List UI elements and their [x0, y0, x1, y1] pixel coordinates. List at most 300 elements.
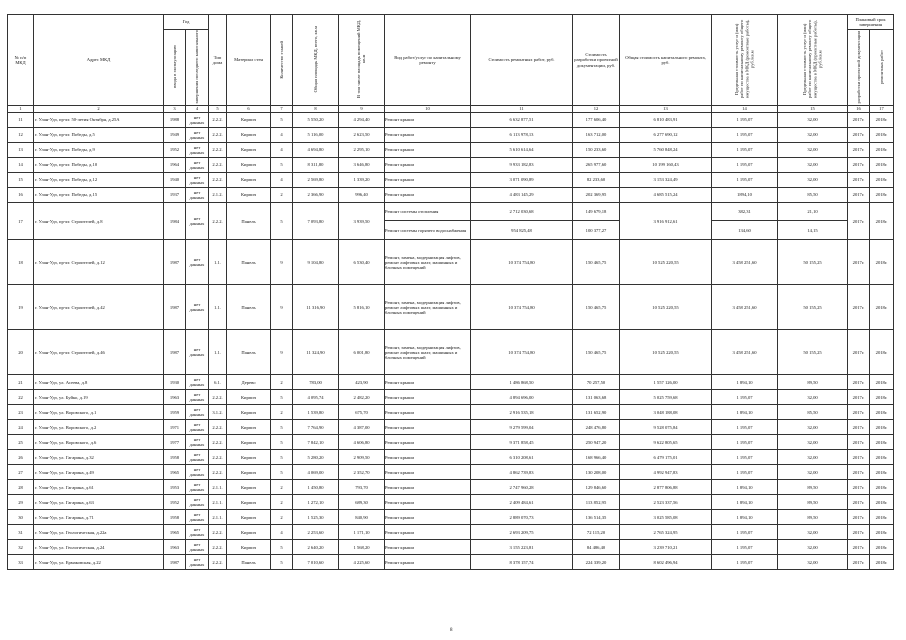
cell-max-unit-cost-design-item: 50 155,25 [803, 349, 822, 355]
cell-max-unit-cost-design-item: 32,00 [807, 177, 818, 183]
table-row [8, 172, 894, 187]
cell-wall-material: Кирпич [227, 390, 271, 405]
cell-max-unit-cost [712, 435, 778, 450]
cell-max-unit-cost-design-item: 32,00 [807, 454, 818, 460]
cell-num: 31 [8, 525, 34, 540]
cell-year-overhaul: нет данных [186, 390, 209, 405]
cell-max-unit-cost-design-item: 32,00 [807, 132, 818, 138]
cell-total-cost: 10 525 220,55 [620, 330, 712, 375]
cell-wall-material: Кирпич [227, 157, 271, 172]
cell-premises-area: 6 001,80 [339, 330, 385, 375]
cell-repair-cost [471, 157, 573, 172]
cell-total-cost: 4 685 515,24 [620, 187, 712, 202]
table-row [8, 375, 894, 390]
cell-year-built: 1958 [164, 510, 186, 525]
cell-total-area: 9 104,80 [293, 240, 339, 285]
cell-design-cost [573, 495, 620, 510]
cell-repair-cost-item: 2 712 030,68 [471, 203, 572, 221]
table-row [8, 142, 894, 157]
cell-design-cost [573, 390, 620, 405]
cell-max-unit-cost [712, 202, 778, 239]
cell-repair-cost-item: 6 310 208,61 [509, 454, 534, 460]
table-row [8, 187, 894, 202]
cell-design-cost-item: 72 115,20 [586, 529, 606, 535]
cell-work-type-item: Ремонт, замена, модернизация лифтов, ремонт лифтовых шахт, машинных и блочных помещений [385, 254, 461, 270]
cell-max-unit-cost-design [778, 390, 848, 405]
column-number: 13 [620, 105, 712, 112]
cell-work-type-item: Ремонт крыши [385, 469, 414, 475]
cell-num: 15 [8, 172, 34, 187]
cell-year-built: 1959 [164, 405, 186, 420]
cell-design-cost-item: 82 233,60 [586, 177, 606, 183]
cell-max-unit-cost-design-item: 21,10 [778, 203, 847, 221]
cell-max-unit-cost [712, 330, 778, 375]
cell-repair-cost-item: 2 889 070,73 [509, 514, 534, 520]
cell-floors: 2 [271, 405, 293, 420]
cell-premises-area: 840,90 [339, 510, 385, 525]
cell-plan-design: 2017г. [848, 240, 870, 285]
cell-repair-cost-item: 9 279 599,04 [509, 424, 534, 430]
cell-max-unit-cost [712, 480, 778, 495]
cell-design-cost-item: 150 465,75 [585, 259, 607, 265]
cell-max-unit-cost-design [778, 540, 848, 555]
cell-floors: 9 [271, 240, 293, 285]
cell-total-cost: 5 025 759,68 [620, 390, 712, 405]
cell-total-area: 11 324,90 [293, 330, 339, 375]
table-row [8, 495, 894, 510]
cell-max-unit-cost-item: 1 195,07 [736, 469, 753, 475]
cell-max-unit-cost-item: 1 195,07 [736, 544, 753, 550]
header-plan-design: разработки проектной документации [848, 30, 870, 106]
cell-num: 11 [8, 112, 34, 127]
cell-work-type [385, 525, 471, 540]
cell-year-built: 1965 [164, 525, 186, 540]
cell-address: г. Улан-Удэ, пр-кт. Строителей, д.8 [34, 202, 164, 239]
cell-house-type: 2.2.2. [209, 127, 227, 142]
cell-max-unit-cost-item: 1 894,10 [736, 379, 753, 385]
cell-max-unit-cost-design [778, 330, 848, 375]
cell-repair-cost-item: 9 371 858,45 [509, 439, 534, 445]
cell-max-unit-cost [712, 285, 778, 330]
cell-year-overhaul: нет данных [186, 240, 209, 285]
table-row [8, 465, 894, 480]
header-premises-area: В том числе площадь помещений МКД, кв.м [339, 15, 385, 106]
cell-house-type: 2.2.2. [209, 435, 227, 450]
cell-num: 28 [8, 480, 34, 495]
cell-num: 16 [8, 187, 34, 202]
cell-num: 30 [8, 510, 34, 525]
cell-max-unit-cost-design-item: 85,50 [807, 192, 818, 198]
cell-work-type [385, 172, 471, 187]
cell-repair-cost-item: 2 409 484,61 [509, 499, 534, 505]
cell-total-area: 1 525,30 [293, 510, 339, 525]
cell-design-cost [573, 375, 620, 390]
cell-max-unit-cost-design [778, 525, 848, 540]
cell-plan-repair: 2018г. [870, 112, 894, 127]
cell-plan-repair: 2018г. [870, 555, 894, 570]
cell-repair-cost-item: 2 693 209,75 [509, 529, 534, 535]
cell-year-built: 1952 [164, 495, 186, 510]
cell-repair-cost [471, 172, 573, 187]
cell-design-cost-item: 265 977,60 [585, 162, 607, 168]
cell-design-cost [573, 127, 620, 142]
cell-design-cost [573, 465, 620, 480]
cell-year-built: 1984 [164, 202, 186, 239]
cell-floors: 5 [271, 450, 293, 465]
cell-wall-material: Кирпич [227, 420, 271, 435]
cell-max-unit-cost-item: 3 458 251,60 [732, 304, 757, 310]
cell-house-type: 2.2.2. [209, 555, 227, 570]
cell-work-type [385, 202, 471, 239]
table-row [8, 285, 894, 330]
cell-floors: 4 [271, 142, 293, 157]
cell-design-cost-item: 250 947,20 [585, 439, 607, 445]
cell-year-built: 1953 [164, 480, 186, 495]
cell-repair-cost [471, 390, 573, 405]
cell-floors: 2 [271, 495, 293, 510]
cell-work-type [385, 465, 471, 480]
cell-design-cost [573, 540, 620, 555]
cell-work-type-item: Ремонт крыши [385, 409, 414, 415]
cell-design-cost-item: 224 339,20 [585, 559, 607, 565]
column-number: 14 [712, 105, 778, 112]
cell-total-cost: 6 810 483,91 [620, 112, 712, 127]
cell-design-cost-item: 248 476,80 [585, 424, 607, 430]
cell-design-cost [573, 405, 620, 420]
cell-work-type-item: Ремонт крыши [385, 162, 414, 168]
cell-max-unit-cost-design [778, 202, 848, 239]
cell-premises-area: 2 482,20 [339, 390, 385, 405]
cell-work-type [385, 555, 471, 570]
cell-wall-material: Кирпич [227, 540, 271, 555]
cell-num: 17 [8, 202, 34, 239]
cell-repair-cost-item: 3 155 223,81 [509, 544, 534, 550]
cell-total-cost: 10 525 220,55 [620, 240, 712, 285]
cell-total-cost: 3 239 710,21 [620, 540, 712, 555]
cell-wall-material: Кирпич [227, 405, 271, 420]
cell-floors: 4 [271, 127, 293, 142]
column-number: 1 [8, 105, 34, 112]
cell-premises-area: 3 939,50 [339, 202, 385, 239]
cell-wall-material: Кирпич [227, 112, 271, 127]
cell-plan-design: 2017г. [848, 495, 870, 510]
cell-max-unit-cost-design [778, 172, 848, 187]
cell-premises-area: 689,30 [339, 495, 385, 510]
cell-work-type [385, 510, 471, 525]
cell-plan-design: 2017г. [848, 540, 870, 555]
cell-design-cost-item: 131 652,90 [585, 409, 607, 415]
cell-total-area: 1 272,10 [293, 495, 339, 510]
cell-floors: 2 [271, 187, 293, 202]
cell-house-type: 2.1.1. [209, 480, 227, 495]
cell-design-cost [573, 330, 620, 375]
cell-plan-design: 2017г. [848, 172, 870, 187]
cell-wall-material: Кирпич [227, 127, 271, 142]
cell-max-unit-cost-item: 1 894,10 [736, 409, 753, 415]
cell-plan-repair: 2018г. [870, 375, 894, 390]
cell-year-built: 1965 [164, 465, 186, 480]
cell-repair-cost-item: 4 894 696,00 [509, 394, 534, 400]
cell-premises-area: 1 339,20 [339, 172, 385, 187]
cell-max-unit-cost-design-item: 32,00 [807, 147, 818, 153]
cell-design-cost-item: 150 233,60 [585, 147, 607, 153]
cell-repair-cost [471, 480, 573, 495]
cell-year-built: 1930 [164, 375, 186, 390]
cell-repair-cost [471, 405, 573, 420]
cell-plan-repair: 2018г. [870, 420, 894, 435]
cell-work-type-item: Ремонт крыши [385, 499, 414, 505]
cell-year-overhaul: нет данных [186, 555, 209, 570]
table-row [8, 525, 894, 540]
cell-design-cost [573, 510, 620, 525]
cell-max-unit-cost [712, 187, 778, 202]
cell-design-cost-item: 150 465,75 [585, 349, 607, 355]
cell-wall-material: Дерево [227, 375, 271, 390]
cell-total-area: 4 095,74 [293, 390, 339, 405]
column-number: 11 [471, 105, 573, 112]
cell-plan-design: 2017г. [848, 127, 870, 142]
cell-year-overhaul: нет данных [186, 480, 209, 495]
cell-house-type: 2.2.2. [209, 420, 227, 435]
cell-design-cost [573, 112, 620, 127]
cell-wall-material: Кирпич [227, 480, 271, 495]
cell-floors: 5 [271, 540, 293, 555]
cell-design-cost-item: 177 606,40 [585, 117, 607, 123]
cell-max-unit-cost-item: 1 894,10 [736, 514, 753, 520]
cell-plan-design: 2017г. [848, 330, 870, 375]
cell-work-type [385, 495, 471, 510]
cell-premises-area: 675,70 [339, 405, 385, 420]
table-row [8, 112, 894, 127]
cell-house-type: 6.1. [209, 375, 227, 390]
cell-work-type [385, 285, 471, 330]
cell-floors: 5 [271, 202, 293, 239]
cell-total-area: 8 311,80 [293, 157, 339, 172]
cell-address: г. Улан-Удэ, пр-кт. Строителей, д.12 [34, 240, 164, 285]
cell-repair-cost-item: 4 862 739,83 [509, 469, 534, 475]
cell-max-unit-cost-design-item: 32,00 [807, 559, 818, 565]
cell-plan-design: 2017г. [848, 510, 870, 525]
cell-repair-cost [471, 555, 573, 570]
cell-wall-material: Панель [227, 285, 271, 330]
cell-max-unit-cost [712, 420, 778, 435]
cell-plan-design: 2017г. [848, 435, 870, 450]
cell-max-unit-cost-design [778, 450, 848, 465]
cell-year-overhaul: нет данных [186, 465, 209, 480]
cell-house-type: 2.2.2. [209, 112, 227, 127]
cell-year-overhaul: нет данных [186, 420, 209, 435]
cell-address: г. Улан-Удэ, ул. Ермаковская, д.22 [34, 555, 164, 570]
header-work-type: Вид работ/услуг по капитальному ремонту [385, 15, 471, 106]
cell-work-type [385, 187, 471, 202]
cell-year-overhaul: нет данных [186, 202, 209, 239]
cell-max-unit-cost-design-item: 32,00 [807, 117, 818, 123]
cell-address: г. Улан-Удэ, ул. Буйко, д.19 [34, 390, 164, 405]
cell-design-cost [573, 555, 620, 570]
cell-max-unit-cost-item: 1 195,07 [736, 454, 753, 460]
cell-total-area: 1 539,80 [293, 405, 339, 420]
cell-plan-repair: 2018г. [870, 510, 894, 525]
cell-num: 25 [8, 435, 34, 450]
cell-wall-material: Панель [227, 202, 271, 239]
cell-max-unit-cost-design-item: 14,15 [807, 227, 818, 233]
cell-work-type [385, 112, 471, 127]
header-plan-repair: ремонтных работ [870, 30, 894, 106]
cell-premises-area: 1 171,10 [339, 525, 385, 540]
cell-plan-repair: 2018г. [870, 202, 894, 239]
cell-year-built: 1977 [164, 435, 186, 450]
cell-year-overhaul: нет данных [186, 375, 209, 390]
cell-plan-repair: 2018г. [870, 142, 894, 157]
cell-year-built: 1949 [164, 127, 186, 142]
cell-num: 23 [8, 405, 34, 420]
cell-house-type: 1.1. [209, 330, 227, 375]
cell-house-type: 2.2.2. [209, 525, 227, 540]
cell-house-type: 2.2.2. [209, 202, 227, 239]
cell-design-cost [573, 187, 620, 202]
cell-repair-cost-item: 954 825,48 [511, 227, 532, 233]
cell-work-type-item: Ремонт, замена, модернизация лифтов, ремонт лифтовых шахт, машинных и блочных помещений [385, 344, 461, 360]
cell-total-area: 4 694,80 [293, 142, 339, 157]
cell-premises-area: 1 568,20 [339, 540, 385, 555]
cell-repair-cost-item: 6 113 978,13 [509, 132, 534, 138]
cell-total-area: 2 640,20 [293, 540, 339, 555]
cell-premises-area: 6 530,40 [339, 240, 385, 285]
table-row [8, 540, 894, 555]
cell-work-type [385, 435, 471, 450]
cell-premises-area: 4 294,40 [339, 112, 385, 127]
cell-total-area: 7 842,10 [293, 435, 339, 450]
cell-plan-repair: 2018г. [870, 435, 894, 450]
cell-max-unit-cost-item: 1 195,07 [736, 394, 753, 400]
cell-work-type [385, 375, 471, 390]
column-number: 12 [573, 105, 620, 112]
cell-num: 22 [8, 390, 34, 405]
cell-max-unit-cost-design [778, 157, 848, 172]
table-row [8, 480, 894, 495]
cell-max-unit-cost-item: 134,60 [738, 227, 751, 233]
cell-floors: 2 [271, 510, 293, 525]
cell-total-area: 2 253,60 [293, 525, 339, 540]
cell-total-cost: 3 048 188,08 [620, 405, 712, 420]
cell-year-overhaul: нет данных [186, 127, 209, 142]
cell-max-unit-cost [712, 555, 778, 570]
cell-design-cost-item: 168 966,40 [585, 454, 607, 460]
cell-total-cost: 8 602 496,94 [620, 555, 712, 570]
cell-design-cost [573, 480, 620, 495]
cell-repair-cost [471, 540, 573, 555]
cell-repair-cost [471, 420, 573, 435]
header-year-built: ввода в эксплуатацию [164, 30, 186, 106]
cell-work-type [385, 390, 471, 405]
cell-total-cost: 10 525 220,55 [620, 285, 712, 330]
cell-max-unit-cost-design [778, 240, 848, 285]
cell-house-type: 2.1.1. [209, 510, 227, 525]
header-total-area: Общая площадь МКД, всего, кв.м [293, 15, 339, 106]
cell-design-cost [573, 157, 620, 172]
cell-repair-cost [471, 142, 573, 157]
cell-work-type-item: Ремонт системы отопления [385, 203, 470, 221]
table-body [8, 112, 894, 569]
cell-max-unit-cost-item: 3 458 251,60 [732, 259, 757, 265]
cell-design-cost-item: 70 257,50 [586, 379, 606, 385]
cell-wall-material: Кирпич [227, 187, 271, 202]
cell-wall-material: Панель [227, 240, 271, 285]
cell-max-unit-cost-design-item: 50 155,25 [803, 304, 822, 310]
cell-premises-area: 3 646,80 [339, 157, 385, 172]
cell-max-unit-cost-design-item: 85,50 [807, 409, 818, 415]
header-year-overhaul: завершения последнего капитального [186, 30, 209, 106]
cell-address: г. Улан-Удэ, ул. Воровского, д.6 [34, 435, 164, 450]
cell-max-unit-cost-item: 1 195,07 [736, 559, 753, 565]
cell-max-unit-cost [712, 112, 778, 127]
cell-year-built: 1971 [164, 420, 186, 435]
cell-premises-area: 2 295,10 [339, 142, 385, 157]
cell-max-unit-cost [712, 465, 778, 480]
cell-year-overhaul: нет данных [186, 330, 209, 375]
cell-premises-area: 2 623,50 [339, 127, 385, 142]
cell-plan-repair: 2018г. [870, 127, 894, 142]
header-plan-group: Плановый срок завершения [848, 15, 894, 30]
cell-work-type [385, 330, 471, 375]
cell-premises-area: 5 816,10 [339, 285, 385, 330]
cell-premises-area: 4 225,60 [339, 555, 385, 570]
cell-design-cost [573, 202, 620, 239]
cell-floors: 2 [271, 375, 293, 390]
cell-year-built: 1987 [164, 555, 186, 570]
column-number: 16 [848, 105, 870, 112]
cell-plan-design: 2017г. [848, 375, 870, 390]
cell-design-cost-item: 131 063,68 [585, 394, 607, 400]
cell-work-type-item: Ремонт крыши [385, 424, 414, 430]
cell-max-unit-cost-item: 382,31 [712, 203, 777, 221]
cell-num: 32 [8, 540, 34, 555]
column-number: 7 [271, 105, 293, 112]
table-row [8, 405, 894, 420]
header-design-cost: Стоимость разработки проектной документации, руб. [573, 15, 620, 106]
cell-repair-cost-item: 10 374 754,80 [508, 304, 535, 310]
cell-repair-cost [471, 435, 573, 450]
cell-design-cost-item: 136 514,35 [585, 514, 607, 520]
cell-floors: 5 [271, 157, 293, 172]
cell-premises-area: 4 606,80 [339, 435, 385, 450]
cell-wall-material: Кирпич [227, 435, 271, 450]
cell-max-unit-cost [712, 525, 778, 540]
cell-num: 29 [8, 495, 34, 510]
cell-address: г. Улан-Удэ, ул. Гагарина, д.49 [34, 465, 164, 480]
table-row [8, 420, 894, 435]
cell-premises-area: 2 352,70 [339, 465, 385, 480]
cell-design-cost [573, 240, 620, 285]
table-row [8, 240, 894, 285]
cell-plan-design: 2017г. [848, 450, 870, 465]
cell-house-type: 2.2.2. [209, 450, 227, 465]
cell-total-cost: 5 760 848,24 [620, 142, 712, 157]
cell-address: г. Улан-Удэ, ул. Гагарина, д.63 [34, 495, 164, 510]
cell-wall-material: Панель [227, 330, 271, 375]
cell-floors: 5 [271, 555, 293, 570]
cell-work-type-item: Ремонт крыши [385, 529, 414, 535]
cell-work-type-item: Ремонт крыши [385, 559, 414, 565]
cell-repair-cost [471, 202, 573, 239]
column-number: 15 [778, 105, 848, 112]
cell-year-overhaul: нет данных [186, 172, 209, 187]
cell-num: 12 [8, 127, 34, 142]
cell-wall-material: Кирпич [227, 142, 271, 157]
cell-premises-area: 423,90 [339, 375, 385, 390]
cell-repair-cost [471, 112, 573, 127]
cell-work-type [385, 450, 471, 465]
